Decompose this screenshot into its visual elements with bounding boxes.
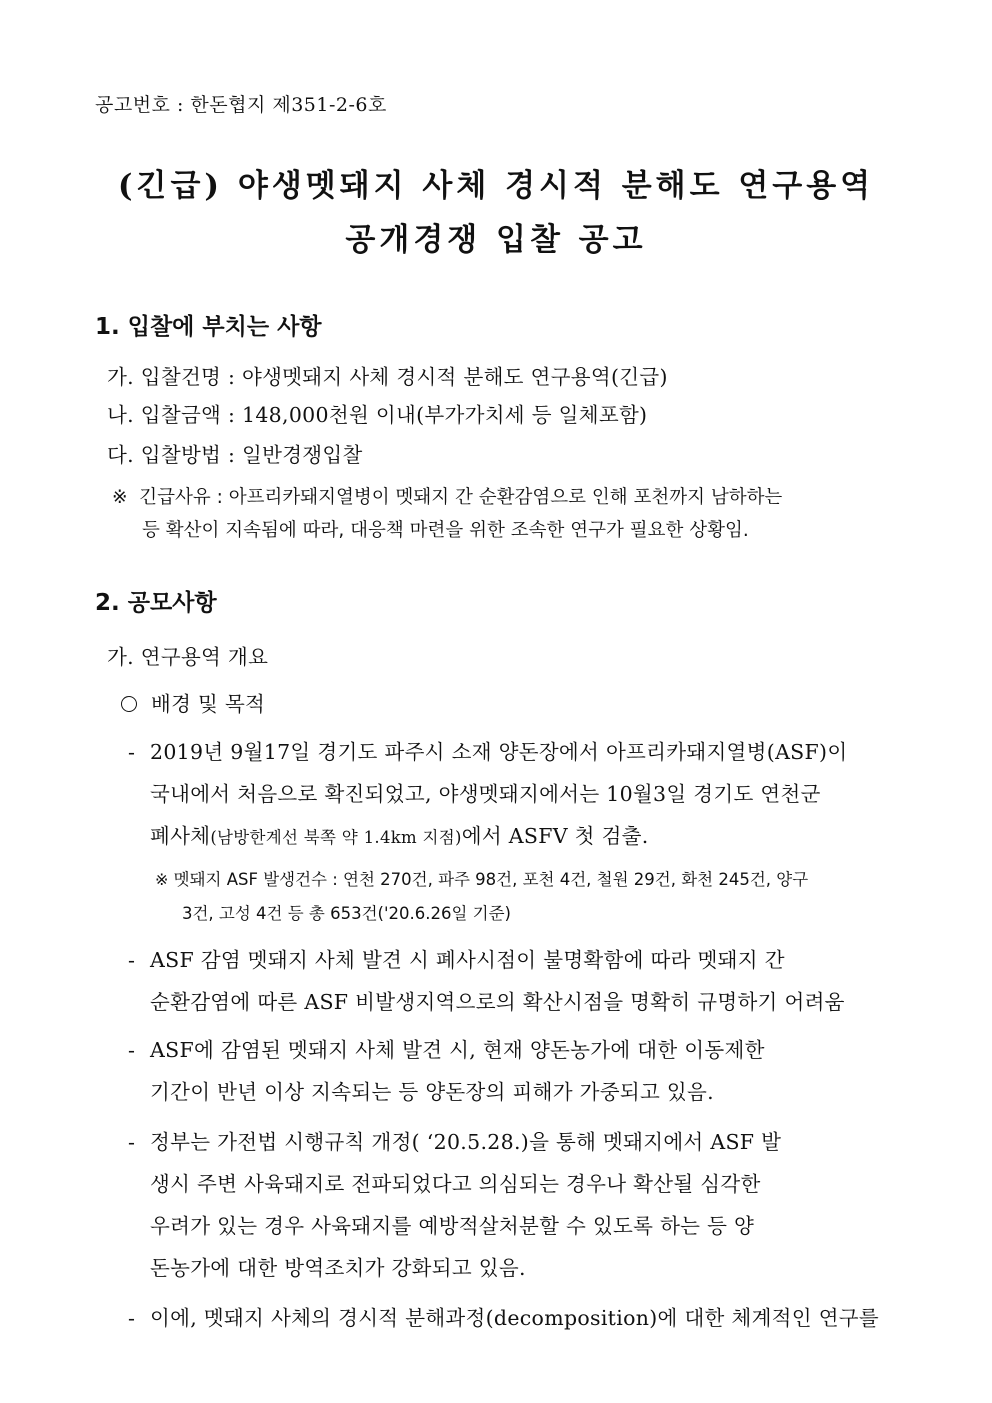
para1-line1: - 2019년 9월17일 경기도 파주시 소재 양돈장에서 아프리카돼지열병(ASF)이 [128, 740, 848, 764]
bid-method [107, 438, 363, 468]
bid-item-label: 가. 입찰건명 [107, 365, 222, 389]
para2-line2: 순환감염에 따른 ASF 비발생지역으로의 확산시점을 명확히 규명하기 어려움 [150, 990, 845, 1014]
circle-bullet-icon [121, 696, 137, 712]
bid-amount-value: 148,000천원 이내(부가가치세 등 일체포함) [242, 403, 648, 427]
section1-heading: 1. 입찰에 부치는 사항 [95, 314, 322, 340]
bid-item-name [107, 360, 668, 390]
para3-line1: - ASF에 감염된 멧돼지 사체 발견 시, 현재 양돈농가에 대한 이동제한 [128, 1038, 765, 1062]
bid-item-value: 야생멧돼지 사체 경시적 분해도 연구용역(긴급) [242, 365, 668, 389]
notice-number: 공고번호 : 한돈협지 제351-2-6호 [95, 94, 387, 116]
para4-line4: 돈농가에 대한 방역조치가 강화되고 있음. [150, 1256, 526, 1280]
para4-line1: - 정부는 가전법 시행규칙 개정( ‘20.5.28.)을 통해 멧돼지에서 ASF 발 [128, 1130, 782, 1154]
sub-heading-overview: 가. 연구용역 개요 [107, 645, 269, 669]
bullet-background-purpose: 배경 및 목적 [121, 687, 265, 717]
bid-amount-label: 나. 입찰금액 [107, 403, 222, 427]
title-line-2: 공개경쟁 입찰 공고 [345, 222, 647, 258]
para1-line2: 국내에서 처음으로 확진되었고, 야생멧돼지에서는 10월3일 경기도 연천군 [150, 782, 821, 806]
para1-line3: 폐사체(남방한계선 북쪽 약 1.4km 지점)에서 ASFV 첫 검출. [150, 824, 649, 848]
title-line-1: (긴급) 야생멧돼지 사체 경시적 분해도 연구용역 [117, 168, 875, 204]
wildboar-cases-note-line2: 3건, 고성 4건 등 총 653건('20.6.26일 기준) [182, 904, 511, 923]
bid-method-label: 다. 입찰방법 [107, 443, 222, 467]
bid-method-value: 일반경쟁입찰 [242, 443, 363, 467]
bid-amount [107, 398, 647, 428]
note-mark: ※ [112, 487, 128, 508]
section2-heading: 2. 공모사항 [95, 590, 217, 616]
para3-line2: 기간이 반년 이상 지속되는 등 양돈장의 피해가 가중되고 있음. [150, 1080, 714, 1104]
separator: : [221, 365, 242, 389]
separator: : [221, 403, 242, 427]
separator: : [221, 443, 242, 467]
wildboar-cases-note-line1: ※ 멧돼지 ASF 발생건수 : 연천 270건, 파주 98건, 포천 4건, 철원 29건, 화천 245건, 양구 [155, 870, 809, 889]
para5-line1: - 이에, 멧돼지 사체의 경시적 분해과정(decomposition)에 대한 체계적인 연구를 [128, 1306, 879, 1330]
urgent-note-line-1: ※ 긴급사유 : 아프리카돼지열병이 멧돼지 간 순환감염으로 인해 포천까지 남하하는 [112, 487, 783, 508]
para2-line1: - ASF 감염 멧돼지 사체 발견 시 폐사시점이 불명확함에 따라 멧돼지 간 [128, 948, 785, 972]
para4-line2: 생시 주변 사육돼지로 전파되었다고 의심되는 경우나 확산될 심각한 [150, 1172, 761, 1196]
urgent-note-line-2: 등 확산이 지속됨에 따라, 대응책 마련을 위한 조속한 연구가 필요한 상황임. [142, 520, 749, 541]
para4-line3: 우려가 있는 경우 사육돼지를 예방적살처분할 수 있도록 하는 등 양 [150, 1214, 755, 1238]
